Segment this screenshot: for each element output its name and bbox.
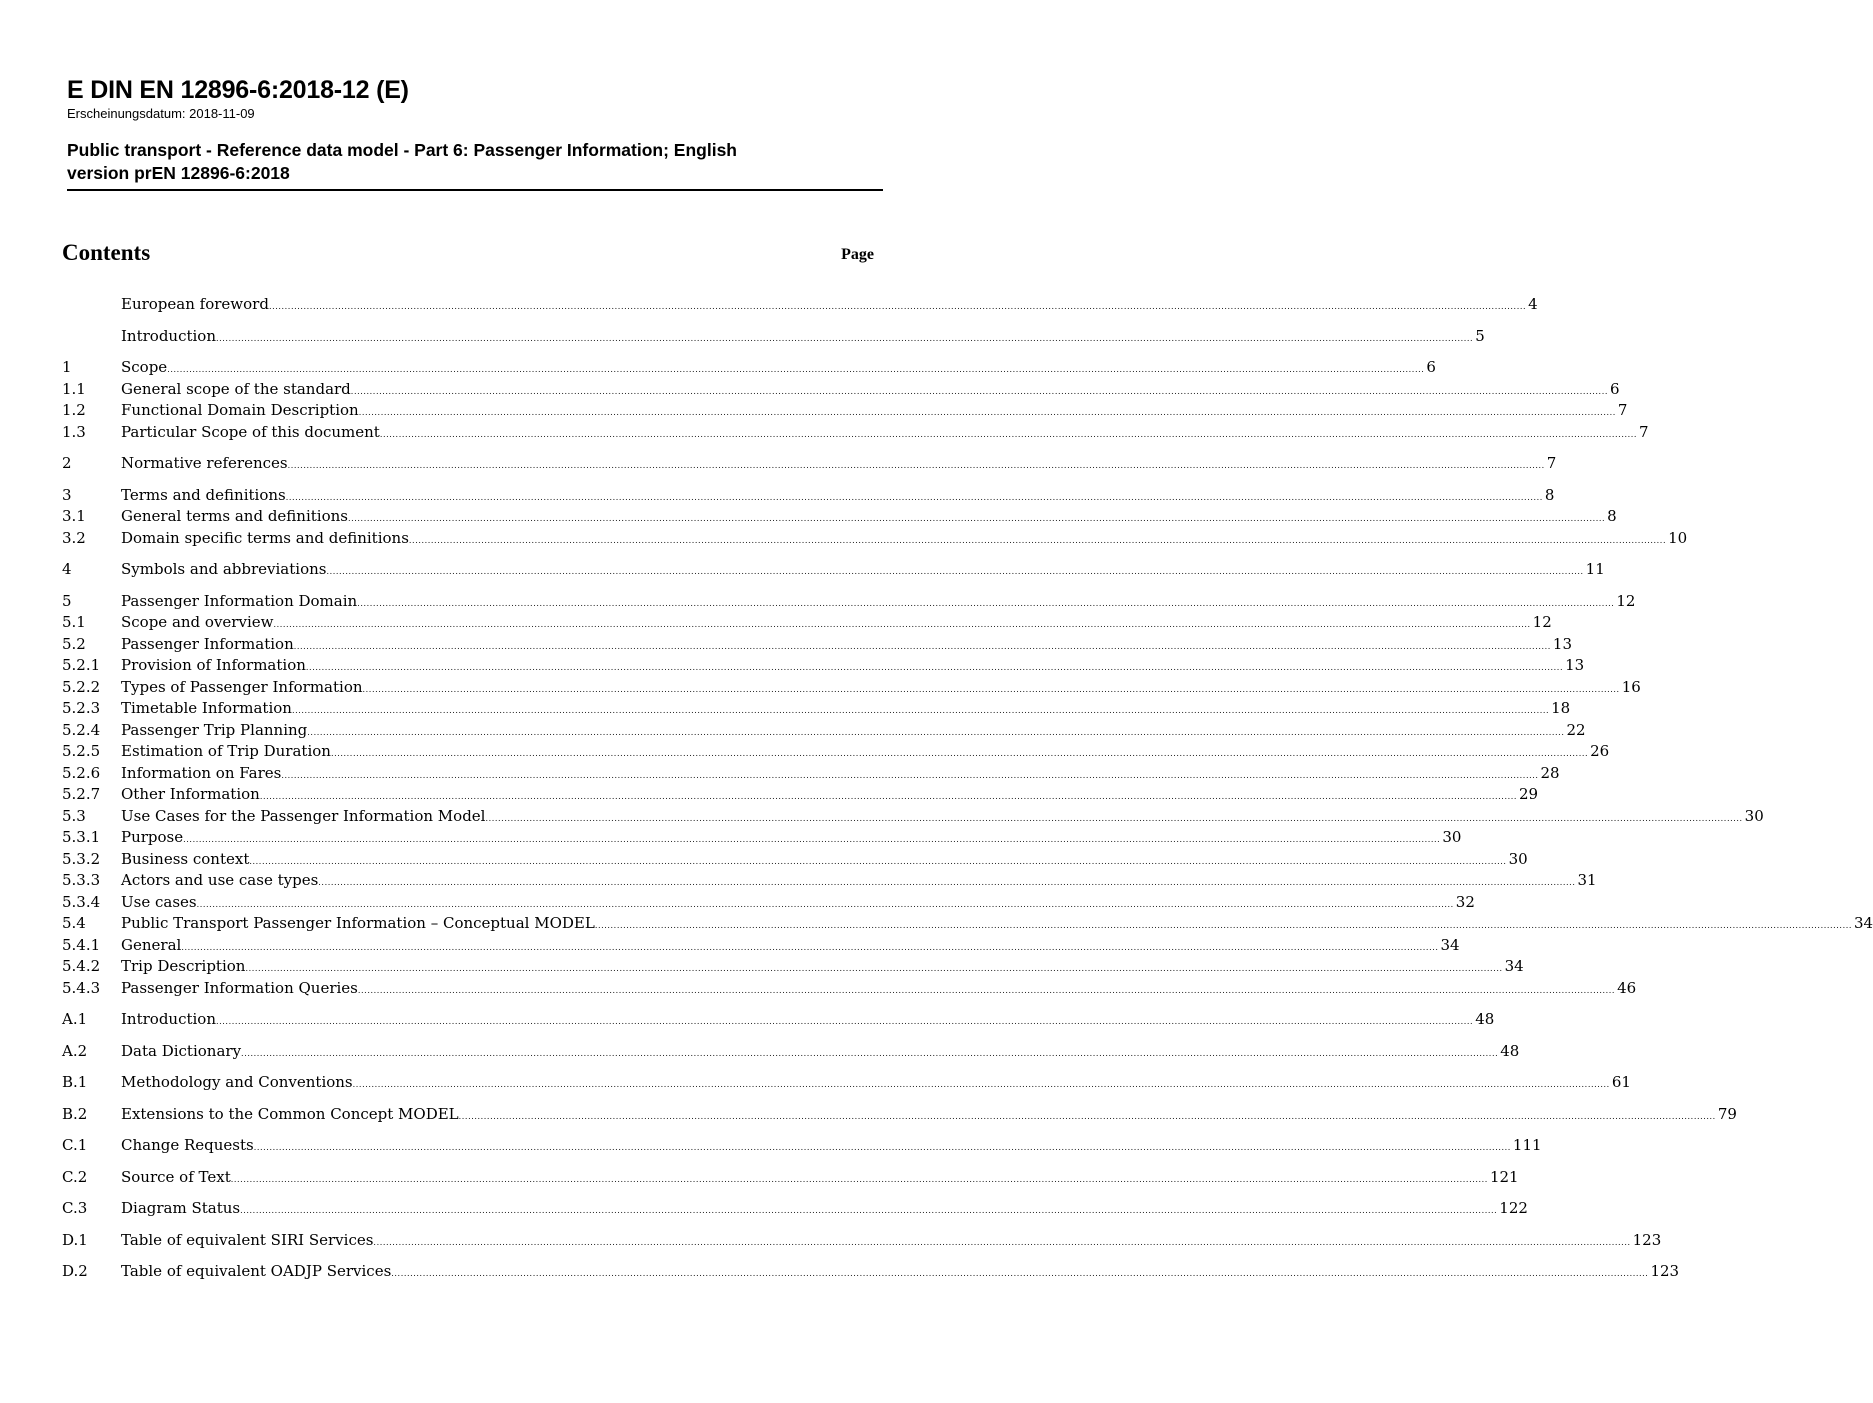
toc-entry-number: 5.2.3 <box>62 699 101 717</box>
toc-entry-number: 1.3 <box>62 422 86 441</box>
toc-entry[interactable] <box>62 1167 1519 1189</box>
toc-entry-title[interactable]: Domain specific terms and definitions <box>121 528 409 547</box>
toc-entry-page: 46 <box>1617 978 1637 997</box>
toc-entry-number: 1.1 <box>62 379 86 398</box>
toc-entry-page: 121 <box>1489 1167 1519 1186</box>
toc-entry-title[interactable]: Passenger Information <box>121 634 294 653</box>
toc-leader-dots: ................................................................................................................................................................................................................................................................................................................................................................................................................ <box>293 641 1551 651</box>
document-title-line-1: Public transport - Reference data model - Part 6: Passenger Information; English <box>67 140 737 160</box>
toc-entry-page: 7 <box>1639 422 1649 441</box>
toc-entry[interactable] <box>62 559 1605 581</box>
toc-entry[interactable] <box>62 720 1586 742</box>
toc-entry-page: 13 <box>1565 656 1585 674</box>
toc-entry[interactable] <box>62 849 1528 871</box>
toc-entry-page: 48 <box>1475 1010 1495 1028</box>
toc-entry-page: 5 <box>1475 326 1485 345</box>
toc-entry-title[interactable]: Types of Passenger Information <box>121 677 363 696</box>
toc-entry-number: 4 <box>62 560 72 578</box>
toc-entry-page: 61 <box>1611 1073 1631 1091</box>
toc-entry-page: 18 <box>1551 699 1571 717</box>
toc-entry[interactable] <box>62 741 1610 763</box>
toc-entry[interactable] <box>62 1198 1528 1220</box>
toc-entry-number: 5.2.6 <box>62 763 101 782</box>
toc-entry-number: 5.3 <box>62 806 86 825</box>
toc-leader-dots: ................................................................................................................................................................................................................................................................................................................................................................................................................ <box>318 878 1576 887</box>
toc-entry-number: 5.1 <box>62 613 86 631</box>
toc-entry-title[interactable]: Provision of Information <box>121 656 306 674</box>
toc-entry-number: 5.2.7 <box>62 785 101 803</box>
toc-entry[interactable] <box>62 1135 1542 1157</box>
toc-entry-page: 31 <box>1577 871 1597 889</box>
toc-entry-title[interactable]: Trip Description <box>121 957 246 975</box>
toc-leader-dots: ................................................................................................................................................................................................................................................................................................................................................................................................................ <box>347 514 1606 523</box>
toc-entry[interactable] <box>62 677 1641 699</box>
toc-entry-title[interactable]: Passenger Information Queries <box>121 978 358 997</box>
toc-entry-page: 30 <box>1442 828 1462 846</box>
toc-entry[interactable] <box>62 806 1764 828</box>
toc-entry[interactable] <box>62 1072 1631 1094</box>
toc-entry[interactable] <box>62 294 1538 316</box>
toc-entry-number: 3.2 <box>62 528 86 547</box>
toc-entry[interactable] <box>62 357 1436 379</box>
toc-entry-title[interactable]: Introduction <box>121 1010 216 1028</box>
toc-leader-dots: ................................................................................................................................................................................................................................................................................................................................................................................................................ <box>216 333 1474 343</box>
toc-entry-title[interactable]: Particular Scope of this document <box>121 422 380 441</box>
toc-entry-title[interactable]: Purpose <box>121 828 184 846</box>
toc-leader-dots: ................................................................................................................................................................................................................................................................................................................................................................................................................ <box>358 408 1616 417</box>
toc-leader-dots: ................................................................................................................................................................................................................................................................................................................................................................................................................ <box>326 567 1584 576</box>
toc-entry-number: 5.2.1 <box>62 656 101 674</box>
toc-entry-title[interactable]: Change Requests <box>121 1136 254 1154</box>
toc-entry-title[interactable]: Source of Text <box>121 1167 231 1186</box>
toc-entry-page: 79 <box>1717 1104 1737 1123</box>
toc-entry[interactable] <box>62 379 1620 401</box>
toc-entry-page: 48 <box>1500 1041 1520 1060</box>
toc-entry-page: 13 <box>1552 634 1573 653</box>
toc-entry-page: 16 <box>1621 677 1641 696</box>
toc-leader-dots: ................................................................................................................................................................................................................................................................................................................................................................................................................ <box>245 964 1503 973</box>
toc-entry-title[interactable]: Diagram Status <box>121 1199 241 1217</box>
toc-entry[interactable] <box>62 892 1475 914</box>
toc-leader-dots: ................................................................................................................................................................................................................................................................................................................................................................................................................ <box>291 706 1550 715</box>
toc-entry[interactable] <box>62 1041 1520 1063</box>
toc-leader-dots: ................................................................................................................................................................................................................................................................................................................................................................................................................ <box>362 684 1620 694</box>
toc-entry[interactable] <box>62 453 1557 475</box>
toc-entry-title[interactable]: Terms and definitions <box>121 485 286 504</box>
toc-entry[interactable] <box>62 400 1628 422</box>
toc-entry[interactable] <box>62 698 1571 720</box>
toc-entry[interactable] <box>62 1104 1737 1126</box>
toc-entry-title[interactable]: Extensions to the Common Concept MODEL <box>121 1104 459 1123</box>
toc-leader-dots: ................................................................................................................................................................................................................................................................................................................................................................................................................ <box>196 899 1454 909</box>
toc-entry-number: 5.3.2 <box>62 849 101 868</box>
toc-leader-dots: ................................................................................................................................................................................................................................................................................................................................................................................................................ <box>379 429 1638 439</box>
toc-entry-page: 34 <box>1504 957 1524 975</box>
toc-entry-title[interactable]: Use cases <box>121 892 197 911</box>
toc-entry-page: 8 <box>1607 507 1617 525</box>
toc-entry-number: 2 <box>62 454 72 472</box>
toc-entry-page: 22 <box>1566 720 1586 739</box>
toc-entry-number: C.3 <box>62 1199 88 1217</box>
toc-entry-number: 5 <box>62 591 72 610</box>
toc-entry-page: 29 <box>1519 785 1539 803</box>
toc-entry-title[interactable]: Public Transport Passenger Information – Conceptual MODEL <box>121 914 595 932</box>
toc-entry-title[interactable]: Business context <box>121 849 250 868</box>
document-title <box>67 139 883 185</box>
toc-leader-dots: ................................................................................................................................................................................................................................................................................................................................................................................................................ <box>350 386 1608 396</box>
toc-entry-number: 3 <box>62 485 72 504</box>
toc-leader-dots: ................................................................................................................................................................................................................................................................................................................................................................................................................ <box>268 302 1527 311</box>
toc-entry-title[interactable]: Estimation of Trip Duration <box>121 742 331 760</box>
toc-entry-page: 6 <box>1426 358 1436 376</box>
toc-entry-title[interactable]: Data Dictionary <box>121 1041 242 1060</box>
toc-entry-title[interactable]: Information on Fares <box>121 763 282 782</box>
toc-entry-page: 111 <box>1512 1136 1542 1154</box>
toc-entry-number: 5.2.4 <box>62 720 101 739</box>
toc-entry[interactable] <box>62 422 1649 444</box>
toc-heading <box>62 240 874 266</box>
toc-entry-number: D.2 <box>62 1262 88 1280</box>
publication-date: Erscheinungsdatum: 2018-11-09 <box>67 106 255 121</box>
toc-entry[interactable] <box>62 978 1637 1000</box>
toc-leader-dots: ................................................................................................................................................................................................................................................................................................................................................................................................................ <box>285 492 1543 502</box>
toc-leader-dots: ................................................................................................................................................................................................................................................................................................................................................................................................................ <box>391 1269 1649 1278</box>
toc-leader-dots: ................................................................................................................................................................................................................................................................................................................................................................................................................ <box>352 1080 1610 1089</box>
toc-leader-dots: ................................................................................................................................................................................................................................................................................................................................................................................................................ <box>253 1143 1511 1152</box>
toc-entry[interactable] <box>62 528 1688 550</box>
toc-entry[interactable] <box>62 591 1636 613</box>
toc-entry-page: 30 <box>1744 806 1764 825</box>
contents-title: Contents <box>62 240 151 265</box>
toc-leader-dots: ................................................................................................................................................................................................................................................................................................................................................................................................................ <box>183 835 1441 844</box>
toc-entry-number: C.1 <box>62 1136 88 1154</box>
toc-entry[interactable] <box>62 1261 1680 1283</box>
toc-entry-title[interactable]: Table of equivalent OADJP Services <box>121 1262 392 1280</box>
toc-entry[interactable] <box>62 763 1560 785</box>
toc-entry[interactable] <box>62 913 1873 935</box>
toc-entry[interactable] <box>62 784 1539 806</box>
toc-entry-number: C.2 <box>62 1167 88 1186</box>
toc-entry-number: 5.4.3 <box>62 978 101 997</box>
toc-entry-title[interactable]: Methodology and Conventions <box>121 1073 353 1091</box>
toc-entry-title[interactable]: General scope of the standard <box>121 379 351 398</box>
toc-entry-title[interactable]: General <box>121 935 182 954</box>
toc-entry-page: 10 <box>1668 528 1688 547</box>
toc-leader-dots: ................................................................................................................................................................................................................................................................................................................................................................................................................ <box>281 770 1539 780</box>
toc-entry-title[interactable]: General terms and definitions <box>121 507 348 525</box>
toc-entry-title[interactable]: Actors and use case types <box>121 871 319 889</box>
toc-entry[interactable] <box>62 827 1462 849</box>
toc-entry-page: 11 <box>1585 560 1605 578</box>
toc-entry-page: 4 <box>1528 295 1538 313</box>
toc-entry-page: 7 <box>1546 454 1557 472</box>
toc-entry-number: 3.1 <box>62 507 86 525</box>
toc-entry-page: 123 <box>1650 1262 1680 1280</box>
toc-leader-dots: ................................................................................................................................................................................................................................................................................................................................................................................................................ <box>594 921 1852 930</box>
toc-entry-page: 12 <box>1616 591 1636 610</box>
toc-entry-number: A.1 <box>62 1010 88 1028</box>
toc-entry-number: 1 <box>62 358 72 376</box>
toc-leader-dots: ................................................................................................................................................................................................................................................................................................................................................................................................................ <box>273 620 1531 629</box>
toc-entry-page: 32 <box>1455 892 1475 911</box>
toc-entry-title[interactable]: Symbols and abbreviations <box>121 560 327 578</box>
toc-entry-title[interactable]: European foreword <box>121 295 269 313</box>
toc-leader-dots: ................................................................................................................................................................................................................................................................................................................................................................................................................ <box>357 598 1615 608</box>
toc-leader-dots: ................................................................................................................................................................................................................................................................................................................................................................................................................ <box>259 792 1518 801</box>
toc-entry-page: 30 <box>1508 849 1528 868</box>
toc-leader-dots: ................................................................................................................................................................................................................................................................................................................................................................................................................ <box>181 942 1439 952</box>
toc-entry-number: 5.3.3 <box>62 871 101 889</box>
toc-entry-number: 5.4 <box>62 914 86 932</box>
toc-entry-title[interactable]: Scope <box>121 358 168 376</box>
toc-leader-dots: ................................................................................................................................................................................................................................................................................................................................................................................................................ <box>408 535 1667 545</box>
toc-entry-number: 5.2.2 <box>62 677 101 696</box>
toc-entry[interactable] <box>62 1230 1662 1252</box>
toc-entry-page: 12 <box>1532 613 1552 631</box>
toc-entry-title[interactable]: Normative references <box>121 454 288 472</box>
toc-entry-title[interactable]: Passenger Trip Planning <box>121 720 308 739</box>
toc-entry-number: 5.2 <box>62 634 86 653</box>
toc-leader-dots: ................................................................................................................................................................................................................................................................................................................................................................................................................ <box>330 749 1589 758</box>
toc-entry-number: 5.2.5 <box>62 742 101 760</box>
toc-entry-number: A.2 <box>62 1041 88 1060</box>
toc-entry-number: 5.3.4 <box>62 892 101 911</box>
toc-entry[interactable] <box>62 634 1573 656</box>
toc-entry-page: 7 <box>1617 401 1628 419</box>
toc-entry-title[interactable]: Timetable Information <box>121 699 292 717</box>
toc-leader-dots: ................................................................................................................................................................................................................................................................................................................................................................................................................ <box>485 813 1743 823</box>
toc-entry-title[interactable]: Functional Domain Description <box>121 401 359 419</box>
toc-entry[interactable] <box>62 485 1555 507</box>
toc-entry-page: 6 <box>1609 379 1620 398</box>
toc-leader-dots: ................................................................................................................................................................................................................................................................................................................................................................................................................ <box>216 1017 1474 1026</box>
toc-entry-page: 26 <box>1590 742 1610 760</box>
toc-entry-number: 5.3.1 <box>62 828 101 846</box>
toc-entry-title[interactable]: Table of equivalent SIRI Services <box>121 1230 374 1249</box>
toc-entry[interactable] <box>62 655 1585 677</box>
toc-entry[interactable] <box>62 956 1524 978</box>
toc-leader-dots: ................................................................................................................................................................................................................................................................................................................................................................................................................ <box>373 1237 1631 1247</box>
toc-leader-dots: ................................................................................................................................................................................................................................................................................................................................................................................................................ <box>167 365 1425 374</box>
toc-entry-page: 8 <box>1544 485 1555 504</box>
toc-entry-number: 5.4.2 <box>62 957 101 975</box>
toc-entry-page: 28 <box>1540 763 1560 782</box>
toc-entry[interactable] <box>62 326 1485 348</box>
toc-entry[interactable] <box>62 506 1617 528</box>
header-divider <box>67 189 883 191</box>
toc-leader-dots: ................................................................................................................................................................................................................................................................................................................................................................................................................ <box>307 727 1565 737</box>
toc-leader-dots: ................................................................................................................................................................................................................................................................................................................................................................................................................ <box>305 663 1564 672</box>
toc-entry-number: 5.4.1 <box>62 935 101 954</box>
toc-entry-number: B.2 <box>62 1104 88 1123</box>
toc-leader-dots: ................................................................................................................................................................................................................................................................................................................................................................................................................ <box>230 1174 1488 1184</box>
toc-entry-page: 122 <box>1499 1199 1528 1217</box>
toc-entry-title[interactable]: Passenger Information Domain <box>121 591 358 610</box>
toc-entry[interactable] <box>62 612 1552 634</box>
toc-entry-number: 1.2 <box>62 401 86 419</box>
toc-entry-page: 123 <box>1632 1230 1662 1249</box>
toc-leader-dots: ................................................................................................................................................................................................................................................................................................................................................................................................................ <box>357 985 1616 995</box>
toc-entry-title[interactable]: Introduction <box>121 326 216 345</box>
document-header <box>67 76 883 185</box>
toc-entry-page: 34 <box>1854 914 1873 932</box>
toc-entry[interactable] <box>62 1009 1495 1031</box>
toc-leader-dots: ................................................................................................................................................................................................................................................................................................................................................................................................................ <box>458 1111 1716 1121</box>
toc-leader-dots: ................................................................................................................................................................................................................................................................................................................................................................................................................ <box>287 461 1545 470</box>
document-id: E DIN EN 12896-6:2018-12 (E) <box>67 76 409 104</box>
toc-entry-number: D.1 <box>62 1230 88 1249</box>
toc-entry[interactable] <box>62 870 1597 892</box>
toc-entry-number: B.1 <box>62 1073 88 1091</box>
toc-leader-dots: ................................................................................................................................................................................................................................................................................................................................................................................................................ <box>241 1048 1499 1058</box>
toc-entry-page: 34 <box>1440 935 1460 954</box>
toc-entry-title[interactable]: Other Information <box>121 785 260 803</box>
page-column-label: Page <box>841 246 874 263</box>
document-title-line-2: version prEN 12896-6:2018 <box>67 163 290 183</box>
toc-leader-dots: ................................................................................................................................................................................................................................................................................................................................................................................................................ <box>249 856 1507 866</box>
toc-entry-title[interactable]: Use Cases for the Passenger Information Model <box>121 806 486 825</box>
table-of-contents <box>62 294 1873 1283</box>
toc-leader-dots: ................................................................................................................................................................................................................................................................................................................................................................................................................ <box>240 1206 1498 1215</box>
toc-entry[interactable] <box>62 935 1460 957</box>
toc-entry-title[interactable]: Scope and overview <box>121 613 274 631</box>
